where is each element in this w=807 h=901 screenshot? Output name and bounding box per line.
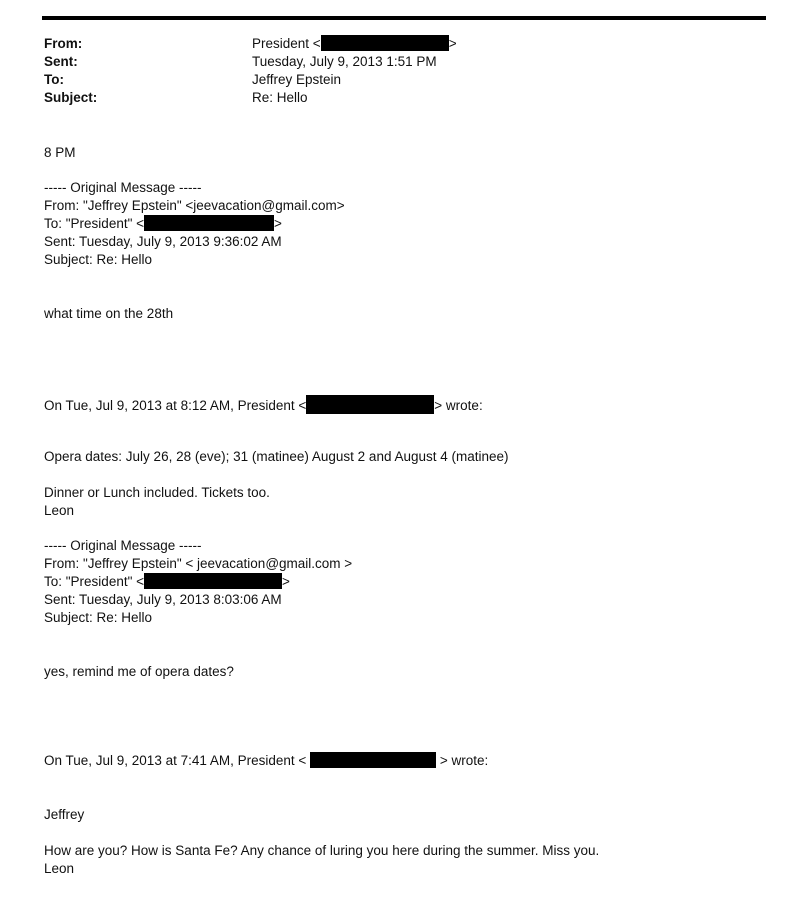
quote2-subject: Subject: Re: Hello: [44, 610, 153, 625]
quote1-sent: Sent: Tuesday, July 9, 2013 9:36:02 AM: [44, 234, 282, 249]
to-label: To:: [44, 72, 64, 87]
quote1-from[interactable]: From: "Jeffrey Epstein" <jeevacation@gmail.com>: [44, 198, 345, 213]
quote2-sent: Sent: Tuesday, July 9, 2013 8:03:06 AM: [44, 592, 282, 607]
quote1-body: what time on the 28th: [44, 306, 174, 321]
quote2-to-close: >: [282, 574, 290, 589]
signature-leon-2: Leon: [44, 861, 75, 876]
greeting-jeffrey: Jeffrey: [44, 807, 85, 822]
quote2-body: yes, remind me of opera dates?: [44, 664, 234, 679]
quote1-subject: Subject: Re: Hello: [44, 252, 153, 267]
subject-value: Re: Hello: [252, 90, 308, 105]
wrote2-prefix: On Tue, Jul 9, 2013 at 7:41 AM, President <: [44, 753, 307, 768]
wrote-line-1: [44, 395, 483, 415]
original-message-divider-2: ----- Original Message -----: [44, 538, 202, 553]
wrote2-suffix: > wrote:: [439, 753, 489, 768]
signature-leon-1: Leon: [44, 503, 75, 518]
wrote1-prefix: On Tue, Jul 9, 2013 at 8:12 AM, President <: [44, 398, 307, 413]
quote1-to-prefix: To: "President" <: [44, 216, 145, 231]
from-close-bracket: >: [448, 36, 457, 51]
to-value: Jeffrey Epstein: [252, 72, 342, 87]
header-rule: [42, 16, 766, 20]
subject-label: Subject:: [44, 90, 98, 105]
sent-value: Tuesday, July 9, 2013 1:51 PM: [252, 54, 437, 69]
wrote-line-2: [44, 752, 488, 770]
from-label: From:: [44, 36, 83, 51]
redaction-box: [306, 395, 434, 414]
redaction-box: [310, 752, 436, 768]
redaction-box: [321, 35, 449, 51]
dinner-line: Dinner or Lunch included. Tickets too.: [44, 485, 270, 500]
quote2-to-prefix: To: "President" <: [44, 574, 145, 589]
wrote1-suffix: > wrote:: [434, 398, 483, 413]
how-are-you-line: How are you? How is Santa Fe? Any chance of luring you here during the summer. Miss you.: [44, 843, 600, 858]
redaction-box: [144, 573, 282, 589]
from-value: President < >: [252, 36, 457, 51]
sent-label: Sent:: [44, 54, 78, 69]
quote1-to-close: >: [274, 216, 282, 231]
quote2-to: [44, 573, 290, 591]
quote2-from[interactable]: From: "Jeffrey Epstein" < jeevacation@gmail.com >: [44, 556, 353, 571]
original-message-divider: ----- Original Message -----: [44, 180, 202, 195]
from-name: President: [252, 36, 310, 51]
opera-dates-line: Opera dates: July 26, 28 (eve); 31 (matinee) August 2 and August 4 (matinee): [44, 449, 509, 464]
quote1-to: [44, 215, 282, 233]
reply-body: 8 PM: [44, 145, 76, 160]
redaction-box: [144, 215, 274, 231]
